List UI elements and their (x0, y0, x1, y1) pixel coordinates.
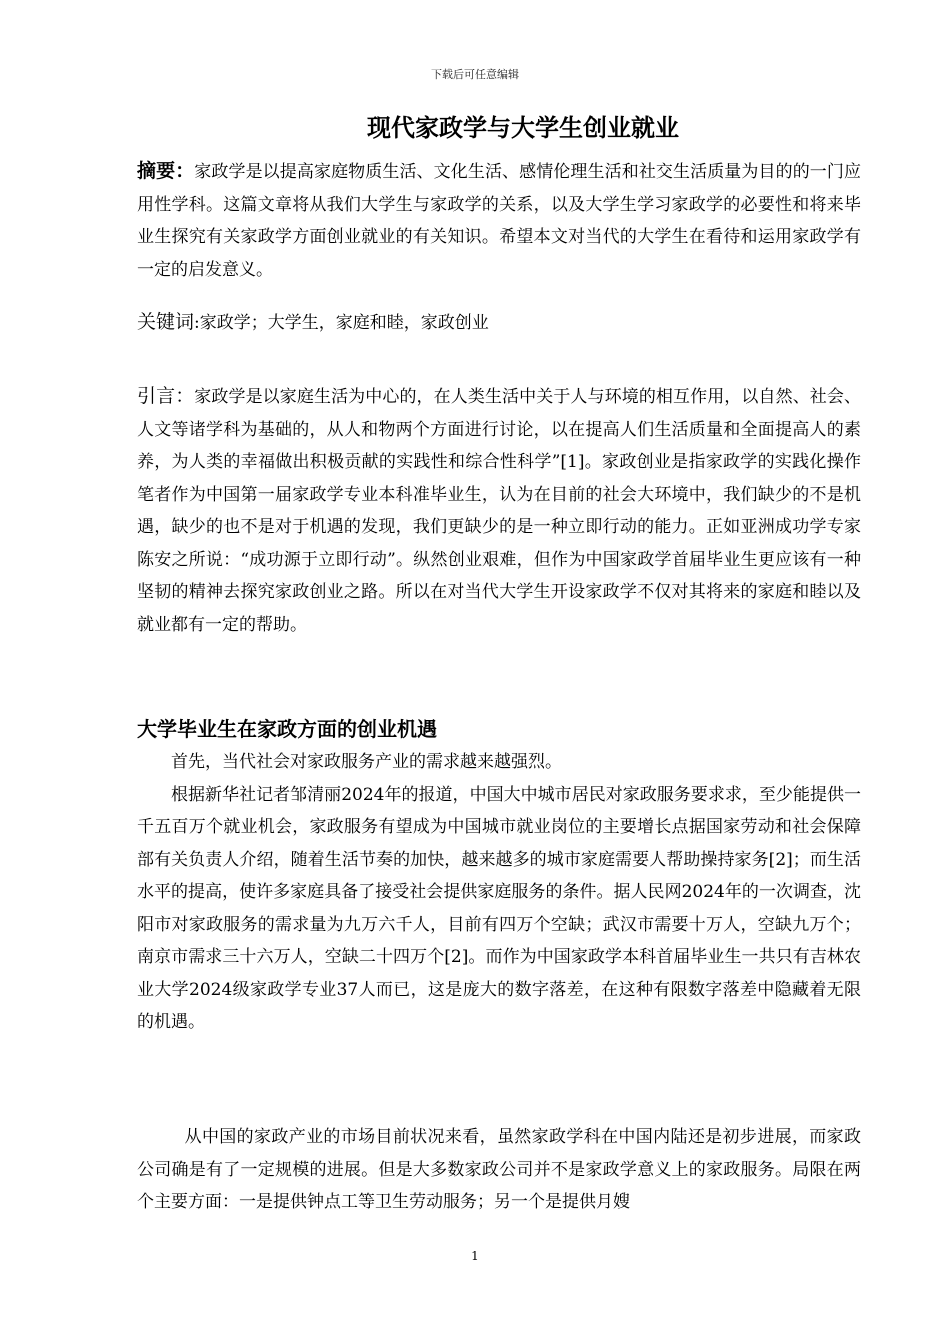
keywords-text: :家政学；大学生，家庭和睦，家政创业 (194, 313, 489, 333)
abstract-paragraph (137, 155, 861, 286)
body-paragraph: 根据新华社记者邹清丽2024年的报道，中国大中城市居民对家政服务要求求，至少能提供一千五百万个就业机会，家政服务有望成为中国城市就业岗位的主要增长点据国家劳动和社会保障部有关负责人介绍，随着生活节奏的加快，越来越多的城市家庭需要人帮助操持家务[2]；而生活水平的提高，使许多家庭具备了接受社会提供家庭服务的条件。据人民网2024年的一次调查，沈阳市对家政服务的需求量为九万六千人，目前有四万个空缺；武汉市需要十万人，空缺九万个；南京市需求三十六万人，空缺二十四万个[2]。而作为中国家政学本科首届毕业生一共只有吉林农业大学2024级家政学专业37人而已，这是庞大的数字落差，在这种有限数字落差中隐藏着无限的机遇。 (137, 784, 861, 1032)
intro-block (137, 380, 861, 641)
intro-label: 引言： (137, 385, 195, 407)
intro-paragraph (137, 380, 861, 641)
keywords-label: 关键词 (137, 311, 195, 333)
section-block (137, 712, 861, 1039)
page-number: 1 (471, 1249, 479, 1263)
abstract-label: 摘要： (137, 160, 195, 182)
document-title: 现代家政学与大学生创业就业 (367, 114, 679, 142)
body-paragraph: 从中国的家政产业的市场目前状况来看，虽然家政学科在中国内陆还是初步进展，而家政公司确是有了一定规模的进展。但是大多数家政公司并不是家政学意义上的家政服务。局限在两个主要方面：一是提供钟点工等卫生劳动服务；另一个是提供月嫂 (137, 1127, 861, 1212)
intro-text: 家政学是以家庭生活为中心的，在人类生活中关于人与环境的相互作用，以自然、社会、人文等诸学科为基础的，从人和物两个方面进行讨论，以在提高人们生活质量和全面提高人的素养，为人类的幸福做出积极贡献的实践性和综合性科学”[1]。家政创业是指家政学的实践化操作笔者作为中国第一届家政学专业本科准毕业生，认为在目前的社会大环境中，我们缺少的不是机遇，缺少的也不是对于机遇的发现，我们更缺少的是一种立即行动的能力。正如亚洲成功学专家陈安之所说：“成功源于立即行动”。纵然创业艰难，但作为中国家政学首届毕业生更应该有一种坚韧的精神去探究家政创业之路。所以在对当代大学生开设家政学不仅对其将来的家庭和睦以及就业都有一定的帮助。 (137, 387, 861, 635)
keywords-paragraph (137, 306, 861, 340)
keywords-block (137, 306, 861, 340)
abstract-block (137, 155, 861, 286)
body-paragraph: 首先，当代社会对家政服务产业的需求越来越强烈。 (171, 752, 562, 772)
section-heading: 大学毕业生在家政方面的创业机遇 (137, 717, 437, 741)
header-note: 下载后可任意编辑 (431, 68, 519, 81)
section-block-continued (137, 1121, 861, 1219)
abstract-text: 家政学是以提高家庭物质生活、文化生活、感情伦理生活和社交生活质量为目的的一门应用性学科。这篇文章将从我们大学生与家政学的关系，以及大学生学习家政学的必要性和将来毕业生探究有关家政学方面创业就业的有关知识。希望本文对当代的大学生在看待和运用家政学有一定的启发意义。 (137, 162, 861, 280)
